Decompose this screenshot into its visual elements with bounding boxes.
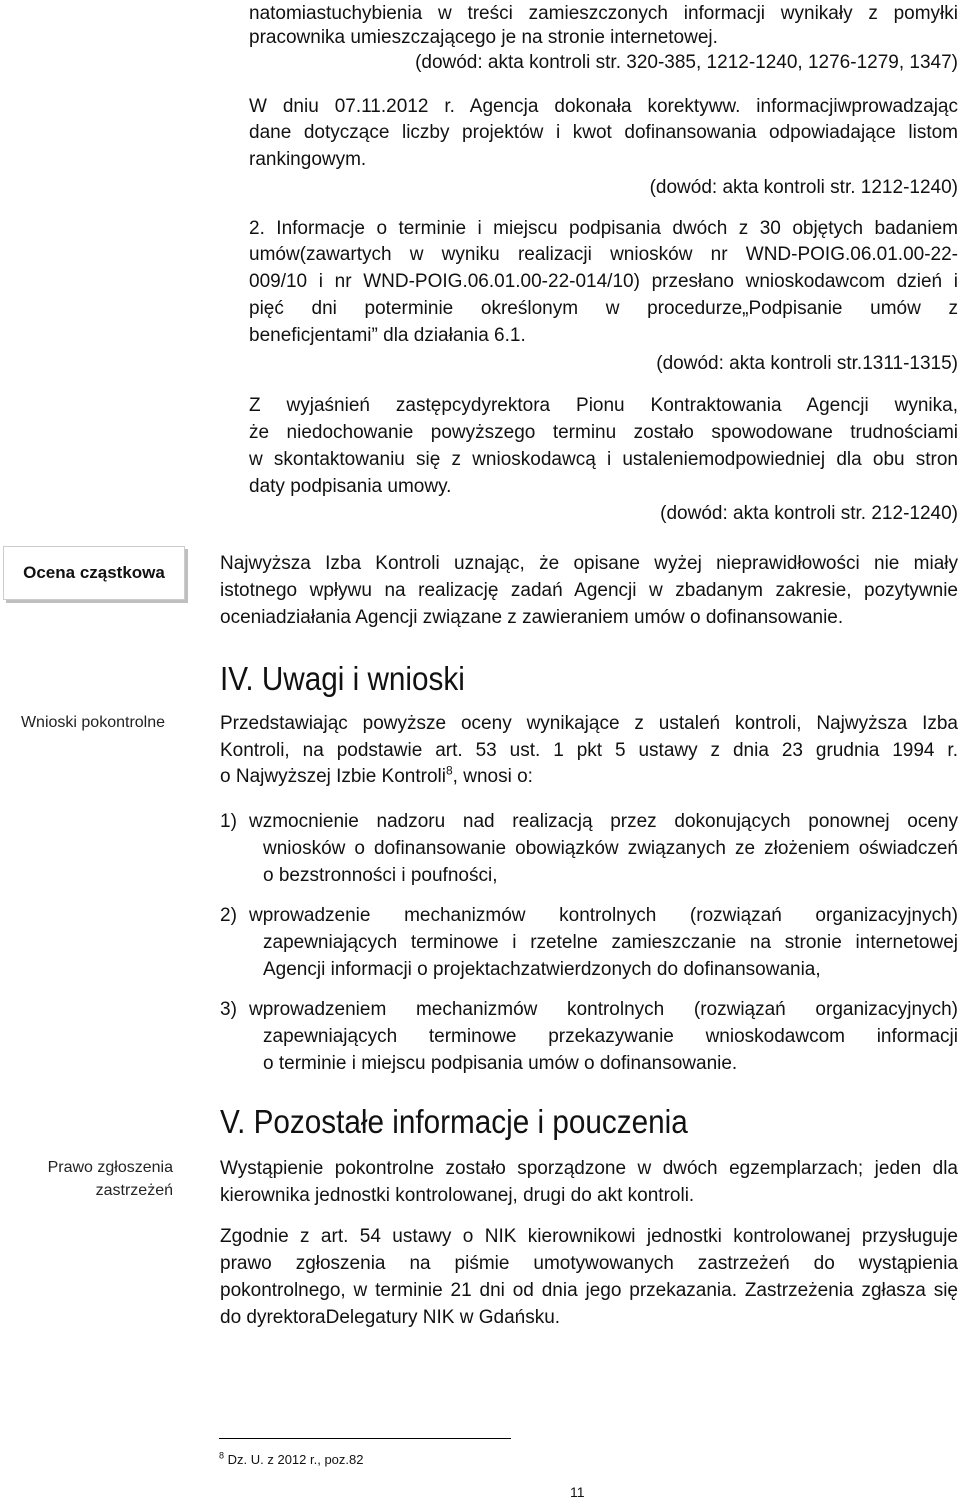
body-line: 009/10 i nr WND-POIG.06.01.00-22-014/10) przesłano wnioskodawcom dzień i xyxy=(249,271,958,292)
section-heading: IV. Uwagi i wnioski xyxy=(220,660,465,697)
footnote xyxy=(219,1452,363,1467)
body-line: natomiastuchybienia w treści zamieszczonych informacji wynikały z pomyłki xyxy=(249,3,958,24)
body-line: pokontrolnego, w terminie 21 dni od dnia jego przekazania. Zastrzeżenia zgłasza się xyxy=(220,1280,958,1301)
list-item: o terminie i miejscu podpisania umów o dofinansowanie. xyxy=(263,1053,738,1074)
body-line: Zgodnie z art. 54 ustawy o NIK kierownikowi jednostki kontrolowanej przysługuje xyxy=(220,1226,958,1247)
list-item: wprowadzenie mechanizmów kontrolnych (rozwiązań organizacyjnych) xyxy=(249,905,958,926)
list-item: wniosków o dofinansowanie obowiązków związanych ze złożeniem oświadczeń xyxy=(263,838,958,859)
footnote-text: Dz. U. z 2012 r., poz.82 xyxy=(224,1452,364,1467)
list-number: 1) xyxy=(220,811,237,832)
evidence-reference: (dowód: akta kontroli str.1311-1315) xyxy=(656,353,958,374)
list-item: zapewniających terminowe przekazywanie wnioskodawcom informacji xyxy=(263,1026,958,1047)
body-line: Z wyjaśnień zastępcydyrektora Pionu Kontraktowania Agencji wynika, xyxy=(249,395,958,416)
body-line: 2. Informacje o terminie i miejscu podpisania dwóch z 30 objętych badaniem xyxy=(249,218,958,239)
body-line: że niedochowanie powyższego terminu zostało spowodowane trudnościami xyxy=(249,422,958,443)
evidence-reference: (dowód: akta kontroli str. 212-1240) xyxy=(660,503,958,524)
body-line: kierownika jednostki kontrolowanej, drugi do akt kontroli. xyxy=(220,1185,695,1206)
body-line: daty podpisania umowy. xyxy=(249,476,452,497)
body-line: pracownika umieszczającego je na stronie internetowej. xyxy=(249,27,718,48)
body-line: prawo zgłoszenia na piśmie umotywowanych zastrzeżeń do wystąpienia xyxy=(220,1253,958,1274)
body-line: w skontaktowaniu się z wnioskodawcą i ustaleniemodpowiedniej dla obu stron xyxy=(249,449,958,470)
sidebar-label-wnioski: Wnioski pokontrolne xyxy=(20,714,166,731)
body-line: istotnego wpływu na realizację zadań Agencji w zbadanym zakresie, pozytywnie xyxy=(220,580,958,601)
sidebar-label-ocena-czastkowa xyxy=(3,546,185,600)
footnote-divider xyxy=(219,1438,511,1439)
evidence-reference: (dowód: akta kontroli str. 320-385, 1212-1240, 1276-1279, 1347) xyxy=(415,52,958,73)
evidence-reference: (dowód: akta kontroli str. 1212-1240) xyxy=(649,177,958,198)
body-line: W dniu 07.11.2012 r. Agencja dokonała korektyww. informacjiwprowadzając xyxy=(249,96,958,117)
list-number: 3) xyxy=(220,999,237,1020)
body-line: Przedstawiając powyższe oceny wynikające z ustaleń kontroli, Najwyższa Izba xyxy=(220,713,958,734)
body-line: oceniadziałania Agencji związane z zawieraniem umów o dofinansowanie. xyxy=(220,607,844,628)
body-line: beneficjentami” dla działania 6.1. xyxy=(249,325,526,346)
intro-text: o Najwyższej Izbie Kontroli xyxy=(220,766,446,787)
list-item: wprowadzeniem mechanizmów kontrolnych (rozwiązań organizacyjnych) xyxy=(249,999,958,1020)
body-line: Kontroli, na podstawie art. 53 ust. 1 pkt 5 ustawy z dnia 23 grudnia 1994 r. xyxy=(220,740,958,761)
intro-text-end: , wnosi o: xyxy=(452,766,533,787)
list-number: 2) xyxy=(220,905,237,926)
section-heading: V. Pozostałe informacje i pouczenia xyxy=(220,1103,688,1140)
list-item: zapewniających terminowe i rzetelne zamieszczanie na stronie internetowej xyxy=(263,932,958,953)
sidebar-ocena-text: Ocena cząstkowa xyxy=(23,563,165,582)
body-line: dane dotyczące liczby projektów i kwot dofinansowania odpowiadające listom xyxy=(249,122,958,143)
body-line: Wystąpienie pokontrolne zostało sporządzone w dwóch egzemplarzach; jeden dla xyxy=(220,1158,958,1179)
list-item: o bezstronności i poufności, xyxy=(263,865,498,886)
list-item: wzmocnienie nadzoru nad realizacją przez dokonujących ponownej oceny xyxy=(249,811,958,832)
footnote-marker: 8 xyxy=(445,763,453,778)
page-number: 11 xyxy=(570,1484,585,1500)
body-line xyxy=(220,765,958,789)
list-item: Agencji informacji o projektachzatwierdzonych do dofinansowania, xyxy=(263,959,821,980)
sidebar-label-prawo-line1: Prawo zgłoszenia xyxy=(47,1159,173,1176)
body-line: Najwyższa Izba Kontroli uznając, że opisane wyżej nieprawidłowości nie miały xyxy=(220,553,958,574)
body-line: umów(zawartych w wyniku realizacji wniosków nr WND-POIG.06.01.00-22- xyxy=(249,244,958,265)
sidebar-label-prawo-line2: zastrzeżeń xyxy=(95,1182,173,1199)
body-line: rankingowym. xyxy=(249,149,367,170)
footnote-number: 8 xyxy=(219,1450,225,1461)
body-line: do dyrektoraDelegatury NIK w Gdańsku. xyxy=(220,1307,561,1328)
body-line: pięć dni poterminie określonym w procedurze„Podpisanie umów z xyxy=(249,298,958,319)
